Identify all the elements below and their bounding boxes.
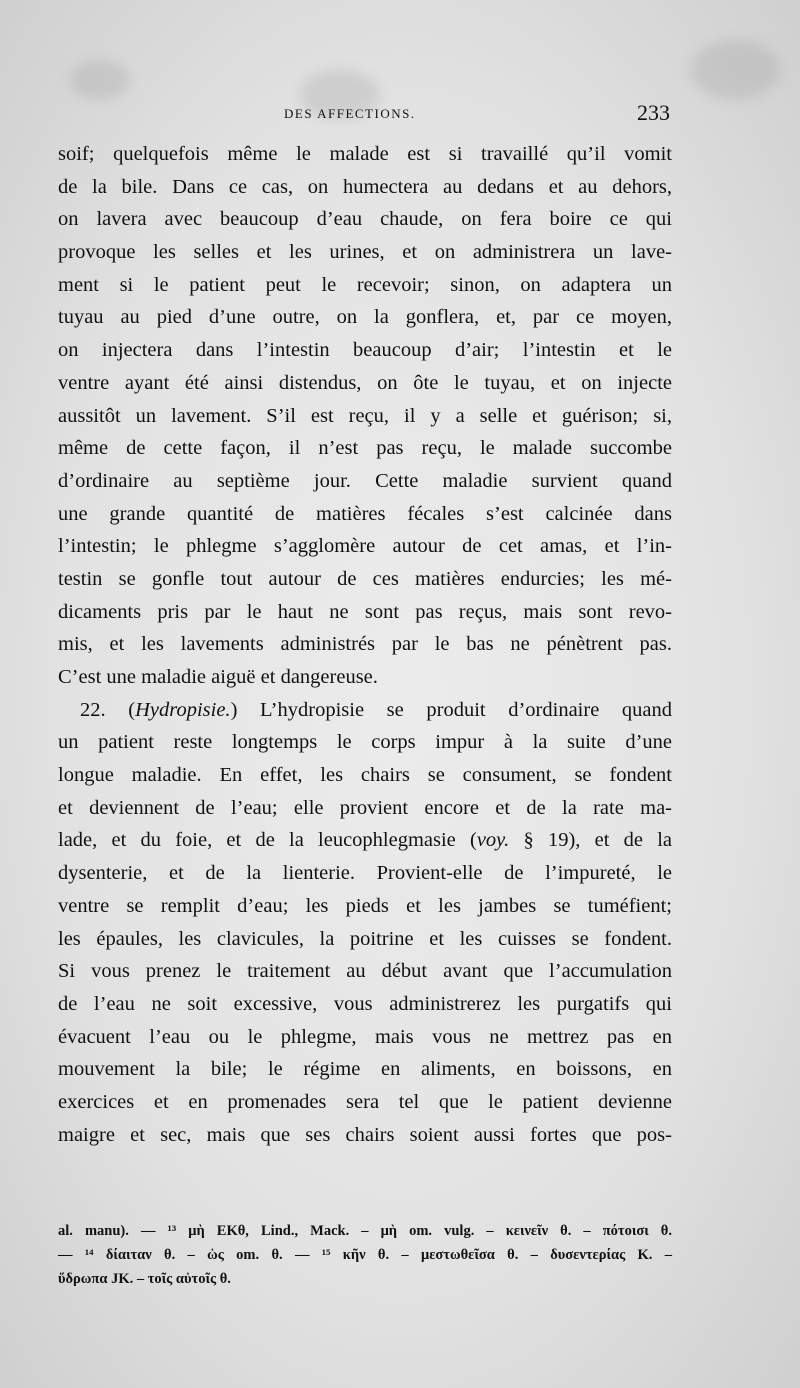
text-line: mouvement la bile; le régime en aliments, en boissons, en <box>58 1058 672 1081</box>
text-line: on injectera dans l’intestin beaucoup d’air; l’intestin et le <box>58 339 672 362</box>
page-stain <box>690 40 780 100</box>
paragraph-heading: Hydropisie. <box>135 698 231 721</box>
text-line: ventre se remplit d’eau; les pieds et les jambes se tuméfient; <box>58 894 672 917</box>
text-line: C’est une maladie aiguë et dangereuse. <box>58 666 378 688</box>
text-fragment: § 19), et de la <box>509 829 673 852</box>
text-line-with-reference <box>58 824 672 857</box>
text-line: ment si le patient peut le recevoir; sinon, on adaptera un <box>58 273 672 296</box>
footnote-line: ὕδρωπα JK. – τοῖς αὐτοῖς θ. <box>58 1271 231 1287</box>
body-text <box>58 138 672 1151</box>
text-line: évacuent l’eau ou le phlegme, mais vous ne mettrez pas en <box>58 1025 672 1048</box>
text-line: dicaments pris par le haut ne sont pas reçus, mais sont revo- <box>58 600 672 623</box>
text-line: d’ordinaire au septième jour. Cette maladie survient quand <box>58 469 672 492</box>
cross-reference: voy. <box>476 829 510 852</box>
text-line: dysenterie, et de la lienterie. Provient-elle de l’impureté, le <box>58 862 672 885</box>
text-line: de la bile. Dans ce cas, on humectera au dedans et au dehors, <box>58 175 672 198</box>
text-line: exercices et en promenades sera tel que le patient devienne <box>58 1090 672 1113</box>
text-line: testin se gonfle tout autour de ces matières endurcies; les mé- <box>58 567 672 590</box>
text-line: on lavera avec beaucoup d’eau chaude, on fera boire ce qui <box>58 208 672 231</box>
text-line: longue maladie. En effet, les chairs se consument, se fondent <box>58 764 672 787</box>
paragraph-22-first-line: 22. (Hydropisie.) L’hydropisie se produit d’ordinaire quand <box>80 698 673 721</box>
running-title: DES AFFECTIONS. <box>284 106 416 121</box>
text-line: mis, et les lavements administrés par le bas ne pénètrent pas. <box>58 633 672 656</box>
text-line: même de cette façon, il n’est pas reçu, le malade succombe <box>58 437 672 460</box>
footnote-line: al. manu). — ¹³ μὴ EKθ, Lind., Mack. – μὴ om. vulg. – κεινεῖν θ. – πότοισι θ. <box>58 1223 672 1239</box>
page-number: 233 <box>637 100 670 125</box>
text-line: les épaules, les clavicules, la poitrine et les cuisses se fondent. <box>58 927 672 950</box>
text-line: provoque les selles et les urines, et on administrera un lave- <box>58 241 672 264</box>
text-line: tuyau au pied d’une outre, on la gonflera, et, par ce moyen, <box>58 306 672 329</box>
text-line: ventre ayant été ainsi distendus, on ôte le tuyau, et on injecte <box>58 371 672 394</box>
text-line: maigre et sec, mais que ses chairs soient aussi fortes que pos- <box>58 1123 672 1146</box>
text-line: soif; quelquefois même le malade est si travaillé qu’il vomit <box>58 143 672 165</box>
text-line: une grande quantité de matières fécales s’est calcinée dans <box>58 502 672 525</box>
text-line: aussitôt un lavement. S’il est reçu, il y a selle et guérison; si, <box>58 404 672 427</box>
page-stain <box>70 60 130 100</box>
text-line: l’intestin; le phlegme s’agglomère autour de cet amas, et l’in- <box>58 535 672 558</box>
footnote-line: — ¹⁴ δίαιταν θ. – ὡς om. θ. — ¹⁵ κῆν θ. – μεστωθεῖσα θ. – δυσεντερίας K. – <box>58 1247 672 1263</box>
text-line: un patient reste longtemps le corps impur à la suite d’une <box>58 731 672 754</box>
text-line: Si vous prenez le traitement au début avant que l’accumulation <box>58 960 672 983</box>
text-line: et deviennent de l’eau; elle provient encore et de la rate ma- <box>58 796 672 819</box>
text-line: de l’eau ne soit excessive, vous administrerez les purgatifs qui <box>58 992 672 1015</box>
paragraph-number: 22. <box>80 698 106 721</box>
footnotes <box>58 1219 672 1291</box>
text-fragment: L’hydropisie se produit d’ordinaire quand <box>260 698 673 721</box>
text-fragment: lade, et du foie, et de la leucophlegmasie ( <box>58 829 477 852</box>
page-header <box>58 100 670 130</box>
